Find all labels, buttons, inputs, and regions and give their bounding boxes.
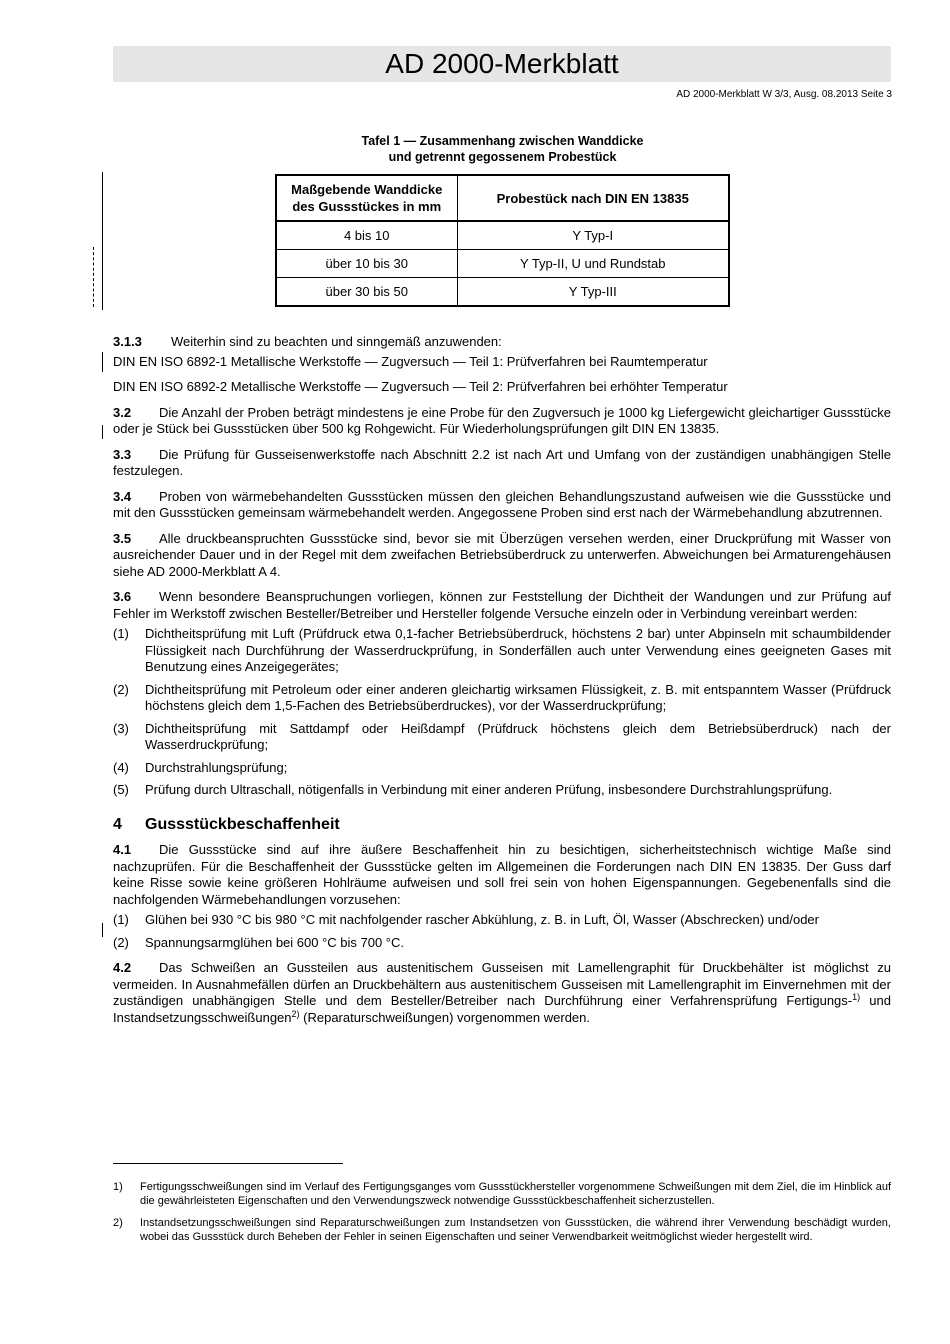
table-cell-sample: Y Typ-III xyxy=(457,278,729,307)
table-cell-sample: Y Typ-II, U und Rundstab xyxy=(457,250,729,278)
footnote-ref[interactable]: 1) xyxy=(852,992,861,1002)
section-title: Gussstückbeschaffenheit xyxy=(145,815,340,833)
footnotes xyxy=(113,1180,891,1252)
change-bar xyxy=(102,425,103,439)
section-text: Proben von wärmebehandelten Gussstücken müssen den gleichen Behandlungszustand aufweisen wie die Gussstücke und mit den Gussstücken gemeinsam wärmebehandelt werden. Angegossene Proben sind erst nach der Wärmebehandlung abzutrennen. xyxy=(113,488,891,520)
document-title: AD 2000-Merkblatt xyxy=(113,46,891,82)
table-row xyxy=(276,250,729,278)
section-3-5 xyxy=(113,531,891,581)
section-number: 3.4 xyxy=(113,488,132,504)
section-number: 4 xyxy=(113,815,122,833)
list-text: Dichtheitsprüfung mit Petroleum oder einer anderen gleichartig wirksamen Flüssigkeit, z. B. mit entspanntem Wasser (Prüfdruck höchstens gleich dem 1,5-Fachen des Betriebsüberdruckes), vor der Wasserdruckprüfung; xyxy=(145,681,891,713)
list-text: Spannungsarmglühen bei 600 °C bis 700 °C. xyxy=(145,934,405,950)
section-text: und Instandsetzungsschweißungen xyxy=(113,993,891,1025)
footnote-divider xyxy=(113,1163,343,1164)
section-4-1 xyxy=(113,842,891,908)
section-3-3 xyxy=(113,447,891,480)
section-3-1-3 xyxy=(113,334,891,351)
list-number: (4) xyxy=(113,759,129,775)
list-number: (1) xyxy=(113,626,129,641)
column-header-line: Maßgebende Wanddicke xyxy=(291,182,443,197)
table-cell-sample: Y Typ-I xyxy=(457,221,729,250)
section-3-2 xyxy=(113,405,891,438)
footnote-number: 2) xyxy=(113,1217,123,1229)
list-item xyxy=(113,935,891,952)
list-number: (1) xyxy=(113,912,129,927)
list-item xyxy=(113,682,891,715)
list-text: Dichtheitsprüfung mit Sattdampf oder Heißdampf (Prüfdruck höchstens gleich dem Betriebsüberdruck) nach der Wasserdruckprüfung; xyxy=(145,720,891,752)
document-subtitle: AD 2000-Merkblatt W 3/3, Ausg. 08.2013 Seite 3 xyxy=(676,89,892,100)
section-number: 3.1.3 xyxy=(113,334,142,349)
list-text: Durchstrahlungsprüfung; xyxy=(145,759,288,775)
change-bar xyxy=(102,172,103,310)
section-number: 4.1 xyxy=(113,842,132,857)
list-text: Dichtheitsprüfung mit Luft (Prüfdruck etwa 0,1-facher Betriebsüberdruck, höchstens 2 bar) unter Abpinseln mit schaumbildender Flüssigkeit nach Durchführung der Wasserdruckprüfung, in Sonderfällen auch unter Verwendung eines geeigneten Gases mit Benutzung eines Anzeigegerätes; xyxy=(145,626,891,674)
column-header-sample: Probestück nach DIN EN 13835 xyxy=(457,175,729,221)
table-cell-wall: über 30 bis 50 xyxy=(276,278,457,307)
column-header-line: des Gussstückes in mm xyxy=(292,199,442,214)
change-bar-dashed xyxy=(93,247,94,307)
column-header-wall-thickness xyxy=(276,175,457,221)
table-caption xyxy=(276,133,729,165)
standard-reference: DIN EN ISO 6892-2 Metallische Werkstoffe — Zugversuch — Teil 2: Prüfverfahren bei erhöhter Temperatur xyxy=(113,379,728,394)
body-text xyxy=(113,334,891,1035)
table-row xyxy=(276,278,729,307)
section-number: 3.3 xyxy=(113,446,132,462)
footnote-text: Instandsetzungsschweißungen sind Reparaturschweißungen zum Instandsetzen von Gussstücken, die während ihrer Verwendung beschädigt wurden, wobei das Gussstück durch Beheben der Fehler in seinen Eigenschaften und seiner Verwendbarkeit weitmöglichst wieder hergestellt wird. xyxy=(140,1217,891,1243)
footnote-number: 1) xyxy=(113,1181,123,1193)
section-text: Die Gussstücke sind auf ihre äußere Beschaffenheit hin zu besichtigen, sicherheitstechnisch wichtige Maße sind nachzuprüfen. Für die Beschaffenheit der Gussstücke gelten im Allgemeinen die Forderungen nach DIN EN 13835. Der Guss darf keine Risse sowie keine größeren Hohlräume aufweisen und soll frei sein von hohen Eigenspannungen. Gegebenenfalls sind die nachfolgenden Wärmebehandlungen vorzusehen: xyxy=(113,842,891,907)
section-text: Wenn besondere Beanspruchungen vorliegen, können zur Feststellung der Dichtheit der Wandungen und zur Prüfung auf Fehler im Werkstoff zwischen Besteller/Betreiber und Hersteller folgende Versuche einzeln oder in Verbindung vereinbart werden: xyxy=(113,589,891,621)
list-text: Glühen bei 930 °C bis 980 °C mit nachfolgender rascher Abkühlung, z. B. in Luft, Öl, Wasser (Abschrecken) und/oder xyxy=(145,912,819,927)
list-item xyxy=(113,782,891,799)
section-number: 4.2 xyxy=(113,960,132,975)
section-text: Weiterhin sind zu beachten und sinngemäß anzuwenden: xyxy=(171,334,502,349)
change-bar xyxy=(102,923,103,937)
section-4-2 xyxy=(113,960,891,1026)
section-number: 3.6 xyxy=(113,589,132,604)
table-cell-wall: über 10 bis 30 xyxy=(276,250,457,278)
footnote-ref[interactable]: 2) xyxy=(291,1008,300,1019)
list-number: (3) xyxy=(113,720,129,736)
standard-reference: DIN EN ISO 6892-1 Metallische Werkstoffe — Zugversuch — Teil 1: Prüfverfahren bei Raumtemperatur xyxy=(113,353,708,369)
footnote xyxy=(113,1216,891,1244)
list-text: Prüfung durch Ultraschall, nötigenfalls in Verbindung mit einer anderen Prüfung, insbesondere Durchstrahlungsprüfung. xyxy=(145,782,833,797)
list-item xyxy=(113,760,891,777)
section-text: Die Prüfung für Gusseisenwerkstoffe nach Abschnitt 2.2 ist nach Art und Umfang von der zuständigen unabhängigen Stelle festzulegen. xyxy=(113,446,891,478)
section-text: Alle druckbeanspruchten Gussstücke sind, bevor sie mit Überzügen versehen werden, einer Druckprüfung mit Wasser von ausreichender Dauer und in der Regel mit dem zweifachen Betriebsüberdruck zu unterwerfen. Abweichungen bei Armaturengehäusen siehe AD 2000-Merkblatt A 4. xyxy=(113,530,891,579)
section-number: 3.2 xyxy=(113,404,132,420)
footnote-text: Fertigungsschweißungen sind im Verlauf des Fertigungsganges vom Gussstückhersteller vorgenommene Schweißungen mit dem Ziel, die im Hinblick auf die gewährleisteten Eigenschaften und den Verwendungszweck notwendige Gussstückbeschaffenheit sicherzustellen. xyxy=(140,1181,891,1207)
wall-thickness-table xyxy=(275,174,730,307)
table-caption-line2: und getrennt gegossenem Probestück xyxy=(388,150,617,164)
table-caption-line1: Tafel 1 — Zusammenhang zwischen Wanddicke xyxy=(361,134,644,148)
section-3-6 xyxy=(113,589,891,622)
list-number: (2) xyxy=(113,934,129,950)
section-text: Die Anzahl der Proben beträgt mindestens je eine Probe für den Zugversuch je 1000 kg Liefergewicht gleichartiger Gussstücke oder je Stück bei Gussstücken über 500 kg Rohgewicht. Für Wiederholungsprüfungen gilt DIN EN 13835. xyxy=(113,404,891,436)
table-row xyxy=(276,221,729,250)
list-item xyxy=(113,912,891,929)
footnote xyxy=(113,1180,891,1208)
section-text: (Reparaturschweißungen) vorgenommen werden. xyxy=(299,1009,591,1025)
change-bar xyxy=(102,352,103,372)
section-3-4 xyxy=(113,489,891,522)
table-cell-wall: 4 bis 10 xyxy=(276,221,457,250)
list-item xyxy=(113,721,891,754)
section-heading xyxy=(113,817,891,834)
list-number: (2) xyxy=(113,681,129,697)
section-text: Das Schweißen an Gussteilen aus austenitischem Gusseisen mit Lamellengraphit für Druckbehälter ist möglichst zu vermeiden. In Ausnahmefällen dürfen an Druckbehältern aus austenitischem Gusseisen mit Lamellengraphit im Einvernehmen mit der zuständigen unabhängigen Stelle und dem Besteller/Betreiber nach Durchführung einer Verfahrensprüfung Fertigungs- xyxy=(113,960,891,1008)
section-number: 3.5 xyxy=(113,530,132,546)
table-header-row xyxy=(276,175,729,221)
list-number: (5) xyxy=(113,782,129,797)
list-item xyxy=(113,626,891,676)
